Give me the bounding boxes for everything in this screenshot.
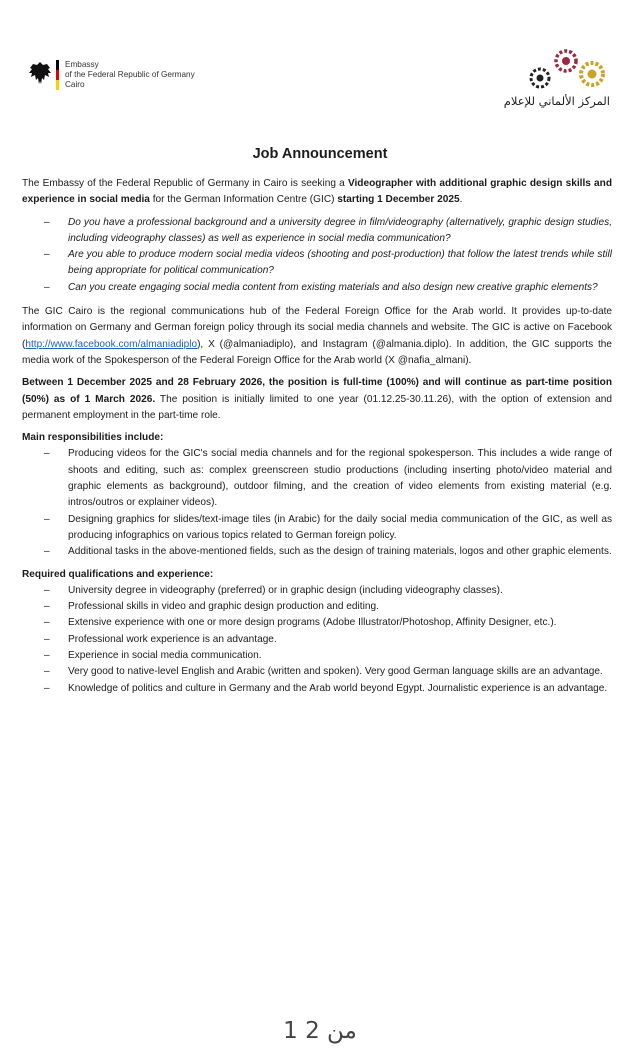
list-item: – Extensive experience with one or more design programs (Adobe Illustrator/Photoshop, Affinity Designer, etc.). xyxy=(22,615,612,631)
german-flag-stripe xyxy=(56,60,59,90)
embassy-line: Embassy xyxy=(65,60,99,69)
question-list xyxy=(22,215,612,296)
facebook-link[interactable]: http://www.facebook.com/almaniadiplo xyxy=(25,338,198,350)
federal-eagle-icon xyxy=(28,60,52,86)
intro-bold: starting 1 December 2025 xyxy=(337,194,460,206)
page-title: Job Announcement xyxy=(252,146,388,162)
intro-bold: Videographer with additional graphic design skills and experience in social media xyxy=(22,178,612,206)
list-item: – Designing graphics for slides/text-image tiles (in Arabic) for the daily social media communication of the GIC, as well as producing infographics on various topics related to German foreign policy. xyxy=(22,512,612,545)
position-bold: Between 1 December 2025 and 28 February 2026, the position is full-time (100%) and will continue as part-time position (50%) as of 1 March 2026. xyxy=(22,377,612,405)
gic-text: The GIC Cairo is the regional communications hub of the Federal Foreign Office for the Arab world. It provides up-to-date information on Germany and German foreign policy through its social media channels and website. The GIC is active on Facebook ( xyxy=(22,306,612,350)
emblem-gold xyxy=(581,63,603,85)
intro-text: . xyxy=(459,194,463,206)
gic-text: ), X (@almaniadiplo), and Instagram (@almania.diplo). In addition, the GIC supports the media work of the Spokesperson of the Federal Foreign Office for the Arab world (X @nafia_almani). xyxy=(22,338,612,366)
list-item: – Professional skills in video and graphic design production and editing. xyxy=(22,599,612,615)
position-text: The position is initially limited to one year (01.12.25-30.11.26), with the option of extension and permanent employment in the part-time role. xyxy=(22,393,612,421)
gic-logo xyxy=(492,46,610,108)
emblem-red xyxy=(556,51,576,71)
list-item: – Very good to native-level English and Arabic (written and spoken). Very good German language skills are an advantage. xyxy=(22,664,612,680)
question-item: – Do you have a professional background and a university degree in film/videography (alternatively, graphic design studies, including videography classes) as well as experience in social media communication? xyxy=(22,215,612,248)
list-item: – Experience in social media communication. xyxy=(22,648,612,664)
list-item: – Professional work experience is an advantage. xyxy=(22,632,612,648)
list-item: – Additional tasks in the above-mentioned fields, such as the design of training materials, logos and other graphic elements. xyxy=(22,544,612,560)
gic-emblem-icon xyxy=(526,46,610,92)
responsibilities-heading: Main responsibilities include: xyxy=(22,432,164,444)
emblem-dark xyxy=(531,69,549,87)
gic-name-arabic: المركز الألماني للإعلام xyxy=(503,94,610,108)
embassy-name xyxy=(65,60,195,90)
list-item: – Producing videos for the GIC's social media channels and for the regional spokesperson. This includes a wide range of shoots and editing, such as: complex greenscreen studio productions (including inserting photo/video material and graphic elements as background), outdoor filming, and the creation of video elements from existing material (e.g. intros/outros or explainer videos). xyxy=(22,446,612,511)
position-paragraph xyxy=(22,375,612,424)
question-item: – Can you create engaging social media content from existing materials and also design new creative graphic elements? xyxy=(22,280,612,296)
embassy-line: Cairo xyxy=(65,80,85,89)
embassy-line: of the Federal Republic of Germany xyxy=(65,70,195,79)
gic-paragraph xyxy=(22,304,612,369)
qualifications-list xyxy=(22,583,612,697)
page-number: 1 من 2 xyxy=(283,1018,357,1044)
intro-text: The Embassy of the Federal Republic of Germany in Cairo is seeking a xyxy=(22,178,348,189)
document-body xyxy=(22,176,612,703)
qualifications-heading: Required qualifications and experience: xyxy=(22,568,214,580)
flag-gold xyxy=(56,80,59,90)
intro-paragraph xyxy=(22,176,612,209)
embassy-logo xyxy=(28,60,195,90)
question-item: – Are you able to produce modern social media videos (shooting and post-production) that follow the latest trends while still being appropriate for political communication? xyxy=(22,247,612,280)
intro-text: for the German Information Centre (GIC) xyxy=(149,194,338,206)
list-item: – University degree in videography (preferred) or in graphic design (including videography classes). xyxy=(22,583,612,599)
flag-black xyxy=(56,60,59,70)
responsibilities-list xyxy=(22,446,612,560)
flag-red xyxy=(56,70,59,80)
list-item: – Knowledge of politics and culture in Germany and the Arab world beyond Egypt. Journalistic experience is an advantage. xyxy=(22,681,612,697)
